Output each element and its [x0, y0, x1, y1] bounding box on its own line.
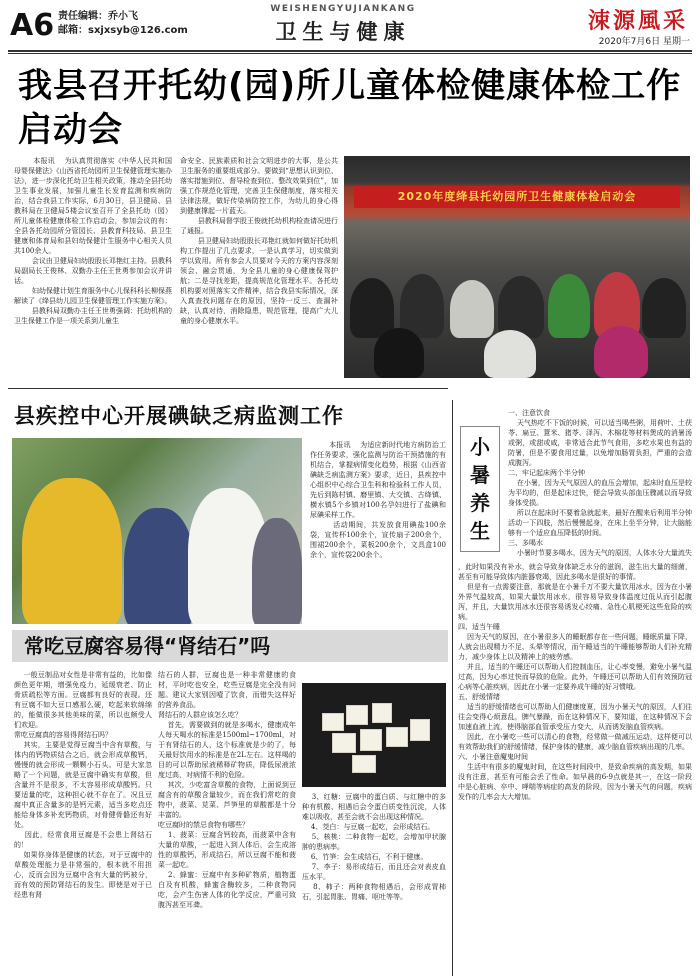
editor-info — [58, 10, 188, 38]
editor-name: 责任编辑：乔小飞 — [58, 11, 138, 22]
sidebar-divider — [452, 400, 453, 976]
section-title: 卫生与健康 — [275, 19, 411, 44]
sidebar-text-continued: ，此时如果没有补水，就会导致身体缺乏水分的滋润，滋生出大量的细菌，甚至有可能导致体内脏器衰竭，因此多喝水是很好的事情。 但是有一点需要注意，那就是在小暑千万不要大量饮用冰水，因为在小暑外界气温较高，如果大量饮用冰水，很容易导致身体温度过低从而引起腹泻，并且，大量饮用冰水还很容易诱发心绞痛、急性心肌梗死这些危险的疾病。 四、适当午睡 因为天气的原因，在小暑很多人的睡眠都存在一些问题，睡眠质量下降，人就会出现精力不足、头晕等情况，而午睡适当的午睡能够帮助人们补充精力，减少身体上以及精神上的疲劳感。 并且，适当的午睡还可以帮助人们控制血压，让心率变慢，避免小暑气温过高，因为心率过快而导致的危险。此外，午睡还可以帮助人们有效预防冠心病等心脏疾病，因此在小暑一定要养成午睡的好习惯哦。 五、舒缓情绪 适当的舒缓情绪也可以帮助人们健康度夏，因为小暑天气的原因，人们往往会变得心烦意乱，脾气暴躁，而在这种情况下，要知道，在这种情况下会加速血液上流，使得脑部血管承受压力变大，从而诱发脑血管疾病。 因此，在小暑吃一些可以清心的食物，经常做一做减压运动，这样便可以有效帮助我们的舒缓情绪，保护身体的健康，减少脑血管疾病出现的几率。 六、小暑注意魔鬼时间 生活中有很多的魔鬼时间，在这些时间段中，是致命疾病的高发期，如果没有注意，甚至有可能会丢了性命。如早晨的6-9点就是其一，在这一阶段中是心脏病、卒中、哮喘等病症的高发的阶段，因为小暑天气的问题，疾病发作的几率会大大增加。 — [458, 563, 692, 801]
main-headline: 我县召开托幼(园)所儿童体检健康体检工作启动会 — [18, 66, 682, 150]
newspaper-name: 涑源風采 — [587, 8, 688, 34]
iodine-monitoring-photo — [12, 438, 302, 624]
issue-date: 2020年7月6日 星期一 — [598, 37, 690, 47]
meeting-audience — [344, 238, 690, 378]
sidebar-title: 小暑养生 — [460, 426, 500, 552]
page-number: A6 — [10, 8, 55, 43]
article3-column-2: 结石的人群，豆腐也是一种非常健康的食材，平时吃也安全，吃些豆腐是完全没有问题。建议大家别因噎了饮食，而错失这样好的营养食品。 肾结石的人群应该怎么吃？ 首先，需要做到的就是多喝水，健康成年人每天喝水的标准是1500ml~1700ml，对于有肾结石的人，这个标准就是少的了，每天最好饮用水的标准是在2L左右。这样喝的目的可以帮助尿液稀释矿物质，降低尿液浓度过高，对病情不利的危险。 其次，少吃富含草酸的食物，上面说到豆腐含有的草酸含量较少，而在我们常吃的食物中，菠菜、苋菜、芦笋里的草酸都是十分丰富的。 吃豆腐时的禁忌食物有哪些？ 1、菠菜：豆腐含钙较高，而菠菜中含有大量的草酸，一起进入到人体后，会生成溶性的草酸钙，形成结石，所以豆腐不能和菠菜一起吃。 2、蜂蜜：豆腐中有多种矿物质，植物蛋白及有机酸，蜂蜜含酶较多，二种食物同吃，会产生伤害人体的化学反应，严重可致腹泻甚至耳聋。 — [158, 671, 296, 909]
article2-text: 本报讯 为适应新时代地方病防治工作任务要求，强化监测与防治干预措施的有机结合，掌握病情变化趋势，根据《山西省碘缺乏病监测方案》要求，近日，县疾控中心组织中心综合卫生科和检验科工作人员，先后到陈村镇、磨里镇、大交镇、古绛镇、横水镇5个乡镇对100名孕妇进行了盐碘和尿碘采样工作。 活动期间，共发放食用碘盐100余袋，宣传杯100余个，宣传扇子200余个，围裙200余个，菜板200余个，文具盒100余个，宣传袋200余个。 — [310, 441, 446, 559]
article1-column-1: 本报讯 为认真贯彻落实《中华人民共和国母婴保健法》《山西省托幼园所卫生保健管理实施办法》，进一步深化托幼卫生相关政策，推动全县托幼卫生事业发展，加强儿童生长发育监测和疾病防治，结合我县工作实际，6月30日，县卫健局、县教科局在卫健局5楼会议室召开了全县托幼（园）所儿童体检健康体检工作启动会，参加会议的有：全县各托幼园所分管园长、县教育科技局、县卫生健康和体育局和县妇幼保健计生服务中心相关人员共100余人。 会议由卫健局妇幼股股长邓艳红主持。县教科局副局长王俊林、双勤办主任王世勇参加会议并讲话。 妇幼保健计划生育服务中心儿保科科长柳保燕解读了《绛县幼儿园卫生保健管理工作实施方案》。 县教科局双勤办主任王世勇强调：托幼机构的卫生保健工作是一项关系到儿童生 — [14, 157, 172, 325]
header-rule — [8, 50, 692, 52]
editor-email: 邮箱：sxjxsyb@126.com — [58, 25, 188, 36]
section-pinyin: WEISHENGYUJIANKANG — [270, 4, 416, 14]
meeting-banner: 2020年度绛县托幼园所卫生健康体检启动会 — [354, 186, 680, 208]
article3-column-1: 一般豆制品对女性是非常有益的，比如像颜色更年期，增强免疫力，延缓衰老、防止骨质疏松等方面。豆腐都有良好的表现。还有豆腐不如大豆口感那么硬，吃起来软绵绵的，能做很多其他美味的菜，所以也颇受人们欢迎。 常吃豆腐真的容易得肾结石吗？ 其实，主要是觉得豆腐当中含有草酸，与体内的钙物质结合之后，就会形成草酸钙，慢慢的就会形成一颗颗小石头。可是大家忽略了一个问题，就是豆腐中确实有草酸，但含量并不是很多，不太容易形成草酸钙。只要适量的吃，这种担心就不存在了。况且豆腐中真正含量多的是钙元素，适当多吃点还能给身体多补充钙物质，对骨健骨骼还有好处。 因此，经常食用豆腐是不会患上肾结石的！ 如果你身体是健康的状态，对于豆腐中的草酸处理能力是非常强的，根本就不用担心，反而会因为豆腐中含有大量的钙被分，而有效的预防肾结石的发生。即使是对于已经患有肾 — [14, 671, 152, 899]
section-divider — [8, 388, 448, 389]
article3-column-3: 3、红糖：豆腐中的蛋白质、与红糖中的多种有机酸、相遇后会令蛋白质变性沉淀，人体难以吸收，甚至会就不会出现这种情况。 4、茭白：与豆腐一起吃，会形成结石。 5、核桃：二种食物一起吃，会增加甲状腺肿的患病率。 6、竹笋：会生成结石，不利于健康。 7、李子：易形成结石，而且还会对表皮血压水平。 8、柿子：两种食物相遇后，会形成胃柿石，引起胃胀、胃痛、呕吐等等。 — [302, 793, 446, 901]
header-rule-thin — [8, 53, 692, 54]
tofu-photo — [302, 683, 446, 787]
article2-headline: 县疾控中心开展碘缺乏病监测工作 — [14, 404, 344, 428]
sidebar-text-top: 一、注意饮食 天气热吃不下饭的时候，可以适当喝些粥，用荷叶、土茯苓、扁豆、薏米、猪苓、泽泻、木棉花等材料煲成的消暑汤或粥，或甜或咸，非常适合此节气食用，多吃水果也有益的防暑，但是不要食用过量，以免增加肠胃负担，严重的会造成腹泻。 二、牢记起床两个半分钟 在小暑，因为天气原因人的血压会增加，起床时血压是较为平均的，但是起床过快，便会导致头部血压骤减以而导致身体受损。 所以在起床时不要着急就起来，最好在醒来后利用半分钟活动一下四肢，然后慢慢起身，在床上坐半分钟，让大脑能够有一个适应血压降低的时间。 三、多喝水 小暑时节要多喝水，因为天气的原因，人体水分大量流失 — [508, 409, 692, 557]
article3-headline: 常吃豆腐容易得“肾结石”吗 — [24, 634, 271, 658]
article1-column-2: 命安全、民族素质和社会文明进步的大事，是公共卫生服务的重要组成部分。要做到“思想认识到位、落实措施到位、督导检查到位、整改效果到位”，加强工作规范化管理，完善卫生保健制度，落实相关法律法规，做好传染病防控工作，为幼儿的身心得到健康撑起一片蓝天。 县教科局督学股王俊就托幼机构检查请况进行了通报。 县卫健局妇幼股股长邓艳红就如何做好托幼机构工作提出了几点要求，一是认真学习，切实做到学以致用。所有参会人员要对今天的方案内容深刻领会、融会贯通，为全县儿童的身心健康保驾护航；二是寻找差距，提高规范化管理水平。各托幼机构要对照落实文件精神，结合我县实际情况，深入真查找问题存在的原因，坚持一反三、查漏补缺，认真对待，消除隐患，规范管理，提高广大儿童的身心健康水平。 — [180, 157, 338, 325]
meeting-photo — [344, 156, 690, 378]
